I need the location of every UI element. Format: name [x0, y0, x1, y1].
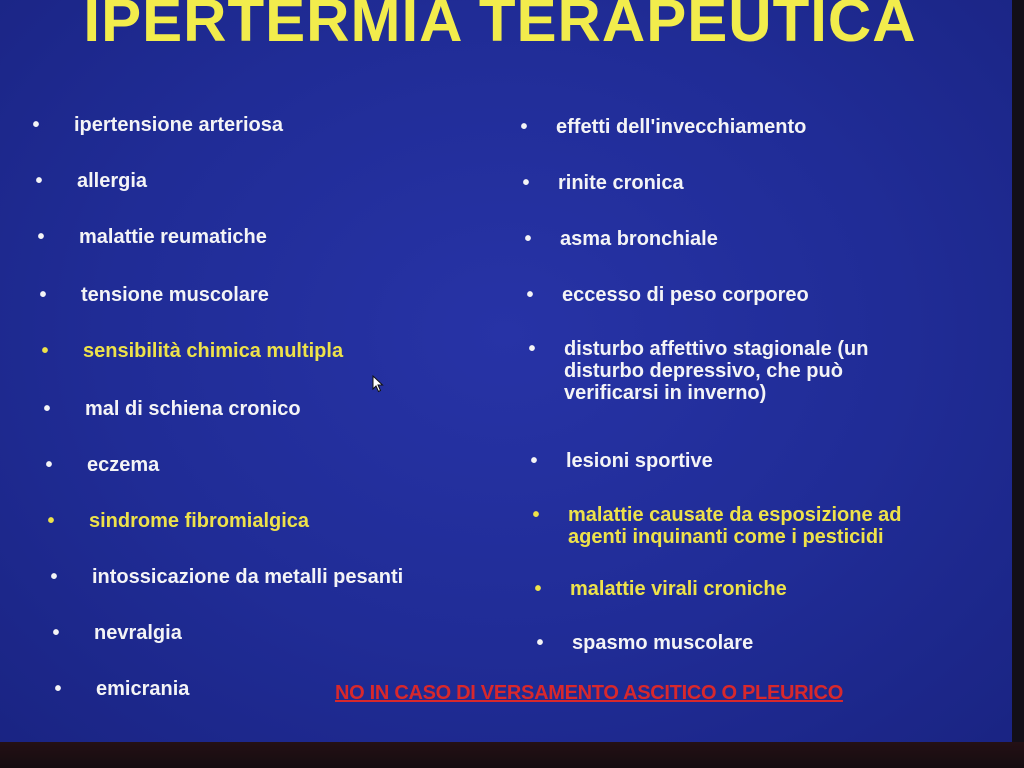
item-label: nevralgia	[94, 622, 182, 644]
item-label: sensibilità chimica multipla	[83, 340, 344, 362]
item-label: emicrania	[96, 678, 190, 700]
item-label: effetti dell'invecchiamento	[556, 116, 807, 138]
item-label: malattie reumatiche	[79, 226, 267, 248]
item-label: allergia	[77, 170, 148, 192]
mouse-pointer-icon	[372, 375, 384, 393]
bullet-icon: •	[520, 116, 528, 138]
item-label: asma bronchiale	[560, 228, 718, 250]
screen-edge-right	[1012, 0, 1024, 768]
bullet-icon: •	[52, 622, 60, 644]
bullet-icon: •	[528, 338, 536, 360]
bullet-icon: •	[47, 510, 55, 532]
bullet-icon: •	[524, 228, 532, 250]
bullet-icon: •	[39, 284, 47, 306]
bullet-icon: •	[37, 226, 45, 248]
bullet-icon: •	[530, 450, 538, 472]
bullet-icon: •	[32, 114, 40, 136]
item-label: spasmo muscolare	[572, 632, 754, 654]
bullet-icon: •	[41, 340, 49, 362]
item-label: ipertensione arteriosa	[74, 114, 283, 136]
item-label: intossicazione da metalli pesanti	[92, 566, 404, 588]
bullet-icon: •	[43, 398, 51, 420]
bullet-icon: •	[522, 172, 530, 194]
item-label: mal di schiena cronico	[85, 398, 301, 420]
item-label: sindrome fibromialgica	[89, 510, 310, 532]
screen-edge-bottom	[0, 742, 1024, 768]
bullet-icon: •	[35, 170, 43, 192]
bullet-icon: •	[54, 678, 62, 700]
bullet-icon: •	[532, 504, 540, 526]
item-label: eccesso di peso corporeo	[562, 284, 809, 306]
item-label: malattie virali croniche	[570, 578, 787, 600]
bullet-icon: •	[45, 454, 53, 476]
bullet-icon: •	[50, 566, 58, 588]
slide-title: IPERTERMIA TERAPEUTICA	[83, 0, 917, 54]
bullet-icon: •	[536, 632, 544, 654]
item-label: disturbo affettivo stagionale (un disturbo depressivo, che può verificarsi in inverno)	[564, 338, 869, 404]
item-label: tensione muscolare	[81, 284, 269, 306]
item-label: malattie causate da esposizione ad agenti inquinanti come i pesticidi	[568, 504, 902, 548]
warning-note: NO IN CASO DI VERSAMENTO ASCITICO O PLEURICO	[335, 682, 843, 704]
bullet-icon: •	[526, 284, 534, 306]
bullet-icon: •	[534, 578, 542, 600]
item-label: rinite cronica	[558, 172, 684, 194]
item-label: lesioni sportive	[566, 450, 713, 472]
item-label: eczema	[87, 454, 160, 476]
